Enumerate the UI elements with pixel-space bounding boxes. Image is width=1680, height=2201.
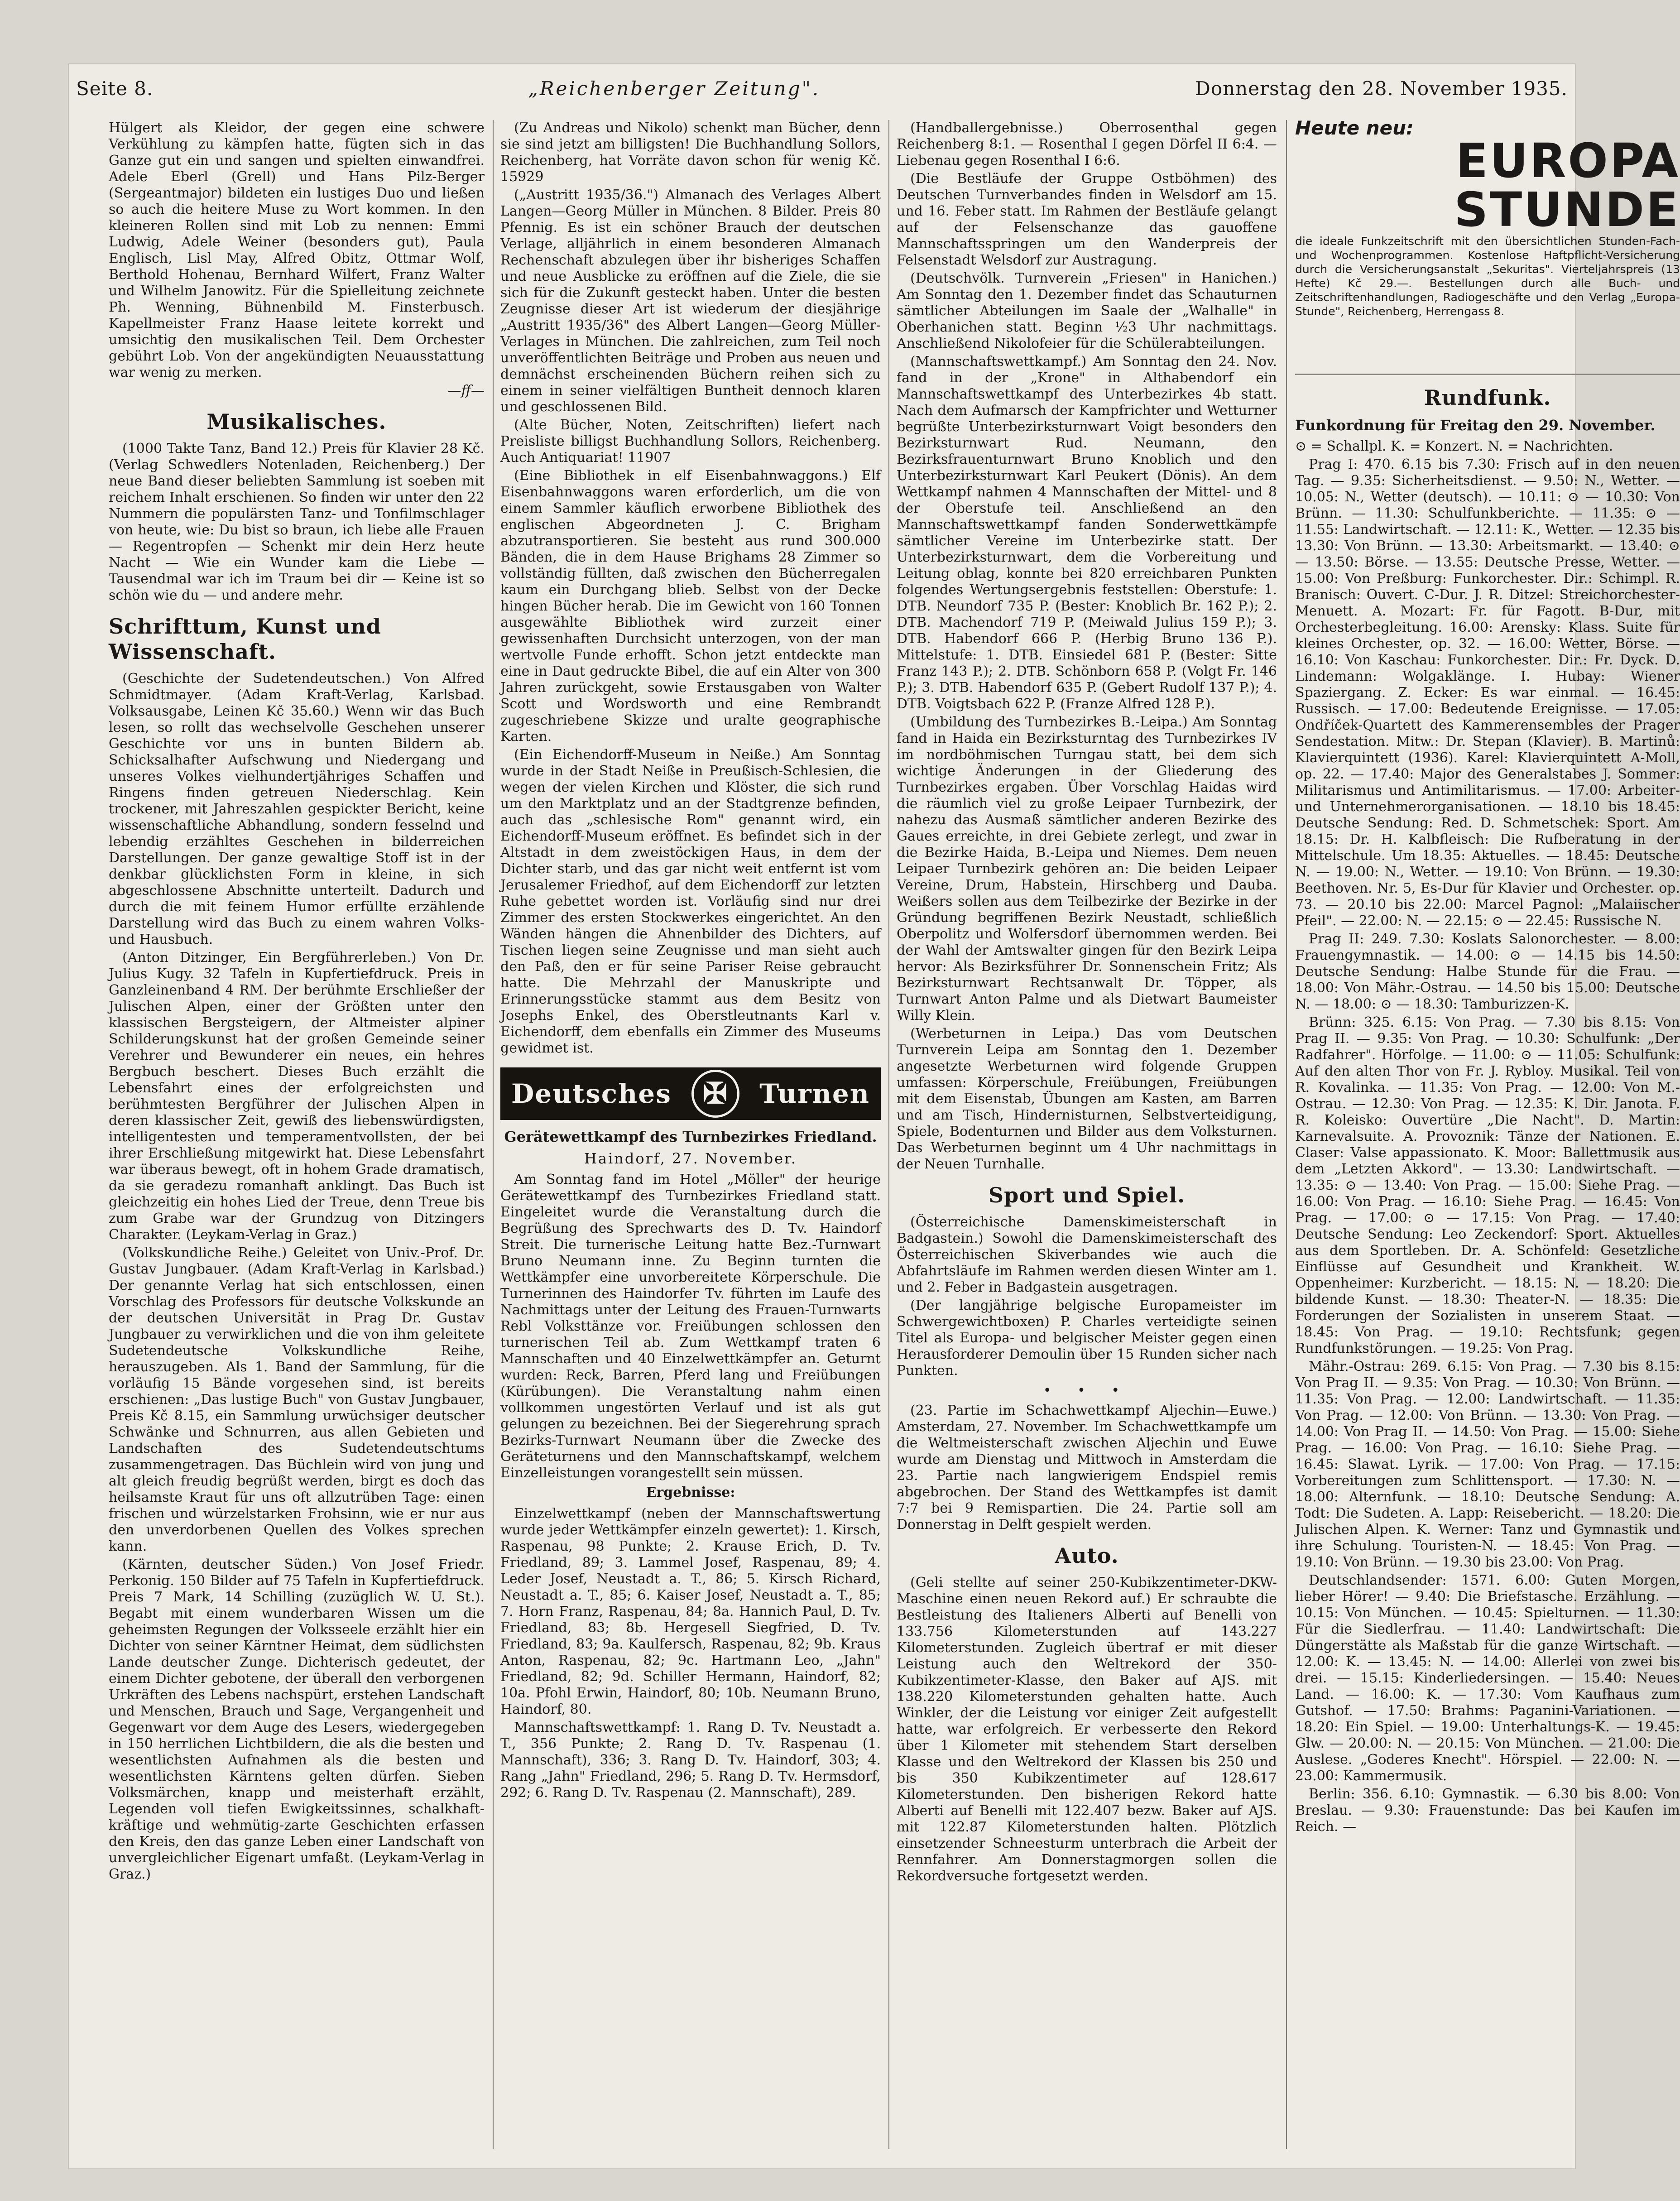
article-paragraph: (Volkskundliche Reihe.) Geleitet von Univ.-Prof. Dr. Gustav Jungbauer. (Adam Kraft-Verlag in Karlsbad.) Der genannte Verlag hat sich entschlossen, einen Vorschlag des Professors für deutsche Volkskunde an der deutschen Universität in Prag Dr. Gustav Jungbauer zu verwirklichen und die von ihm geleitete Sudetendeutsche Volkskundliche Reihe, herauszugeben. Als 1. Band der Sammlung, für die vorläufig 15 Bände vorgesehen sind, ist bereits erschienen: „Das lustige Buch" von Gustav Jungbauer, Preis Kč 8.15, ein Sammlung urwüchsiger deutscher Schwänke und Schnurren, aus allen Gebieten und Landschaften des Sudetendeutschtums zusammengetragen. Das Büchlein wird von jung und alt gleich freudig begrüßt werden, birgt es doch das heilsamste Kraut für uns oft allzutrüben Tage: einen frischen und würzelstarken Frohsinn, wie er nur aus den unverdorbenen Quellen des Volkes sprechen kann. bbox=[109, 1245, 485, 1554]
banner-left-text: Deutsches bbox=[511, 1078, 672, 1109]
article-paragraph: (Kärnten, deutscher Süden.) Von Josef Friedr. Perkonig. 150 Bilder auf 75 Tafeln in Kupfertiefdruck. Preis 7 Mark, 14 Schilling (zuzüglich W. U. St.). Begabt mit einem wunderbaren Wissen um die geheimsten Regungen der Volksseele erzählt hier ein Dichter von seiner Kärntner Heimat, dem südlichsten Lande deutscher Zunge. Dichterisch gedeutet, der einem Dichter gebotene, der überall den verborgenen Urkräften des Lebens nachspürt, erstehen Landschaft und Menschen, Brauch und Sage, Vergangenheit und Gegenwart vor dem Auge des Lesers, wiedergegeben in 150 herrlichen Lichtbildern, die als die besten und wesentlichsten Aufnahmen als die besten und wesentlichsten Kärntens gelten dürfen. Sieben Volksmärchen, knapp und meisterhaft erzählt, Legenden voll tiefen Ewigkeitssinnes, schalkhaft-kräftige und wehmütig-zarte Geschichten erfassen den Kreis, den das ganze Leben einer Landschaft von unvergleichlicher Eigenart umfaßt. (Leykam-Verlag in Graz.) bbox=[109, 1557, 485, 1882]
results-paragraph: Einzelwettkampf (neben der Mannschaftswertung wurde jeder Wettkämpfer einzeln gewertet): 1. Kirsch, Raspenau, 98 Punkte; 2. Krause Erich, D. Tv. Friedland, 89; 3. Lammel Josef, Raspenau, 89; 4. Leder Josef, Neustadt a. T., 86; 5. Kirsch Richard, Neustadt a. T., 85; 6. Kaiser Josef, Neustadt a. T., 85; 7. Horn Franz, Raspenau, 84; 8a. Hannich Paul, D. Tv. Friedland, 83; 8b. Hergesell Siegfried, D. Tv. Friedland, 83; 9a. Kaulfersch, Raspenau, 82; 9b. Kraus Anton, Raspenau, 82; 9c. Hartmann Leo, „Jahn" Friedland, 82; 9d. Schiller Hermann, Haindorf, 82; 10a. Pfohl Erwin, Haindorf, 80; 10b. Neumann Bruno, Haindorf, 80. bbox=[500, 1506, 881, 1717]
ad-body: die ideale Funkzeitschrift mit den übersichtlichen Stunden-Fach- und Wochenprogrammen. Kostenlose Haftpflicht-Versicherung durch die Versicherungsanstalt „Sekuritas". Vierteljahrspreis (13 Hefte) Kč 29.—. Bestellungen durch alle Buch- und Zeitschriftenhandlungen, Radiogeschäfte und den Verlag „Europa-Stunde", Reichenberg, Herrengass 8. bbox=[1295, 235, 1680, 318]
radio-station-listing: Berlin: 356. 6.10: Gymnastik. — 6.30 bis 8.00: Von Breslau. — 9.30: Frauenstunde: Das bei Kaufen im Reich. — bbox=[1295, 1786, 1680, 1835]
radio-station-listing: Prag II: 249. 7.30: Koslats Salonorchester. — 8.00: Frauengymnastik. — 14.00: ⊙ — 14.15 bis 14.50: Deutsche Sendung: Halbe Stunde für die Frau. — 18.00: Von Mähr.-Ostrau. — 14.50 bis 15.00: Deutsche N. — 18.00: ⊙ — 18.30: Tamburizzen-K. bbox=[1295, 931, 1680, 1012]
radio-station-listing: Deutschlandsender: 1571. 6.00: Guten Morgen, lieber Hörer! — 9.40: Die Briefstasche. Erzählung. — 10.15: Von München. — 10.45: Spielturnen. — 11.30: Für die Siedlerfrau. — 11.40: Landwirtschaft: Die Düngerstätte als Maßstab für die ganze Wirtschaft. — 12.00: K. — 13.45: N. — 14.00: Allerlei von zwei bis drei. — 15.15: Kinderliedersingen. — 15.40: Neues Land. — 16.00: K. — 17.30: Vom Kaufhaus zum Gutshof. — 17.50: Brahms: Paganini-Variationen. — 18.20: Ein Spiel. — 19.00: Unterhaltungs-K. — 19.45: Glw. — 20.00: N. — 20.15: Von München. — 21.00: Die Auslese. „Goderes Knecht". Hörspiel. — 22.00: N. — 23.00: Kammermusik. bbox=[1295, 1572, 1680, 1784]
article-paragraph: (Geschichte der Sudetendeutschen.) Von Alfred Schmidtmayer. (Adam Kraft-Verlag, Karlsbad. Volksausgabe, Leinen Kč 35.60.) Wenn wir das Buch lesen, so rollt das wechselvolle Geschehen unserer Geschichte vor uns in bunten Bildern ab. Schicksalhafter Aufschwung und Niedergang und unseres Volkes vielhundertjähriges Schaffen und Ringens finden getreuen Niederschlag. Kein trockener, mit Jahreszahlen gespickter Bericht, keine wissenschaftliche Abhandlung, sondern fesselnd und lebendig erzähltes Geschehen in bilderreichen Darstellungen. Der ganze gewaltige Stoff ist in der denkbar glücklichsten Form in kleine, in sich abgeschlossene Abschnitte unterteilt. Dadurch und durch die mit feinem Humor erfüllte erzählende Darstellung wird das Buch zu einem wahren Volks- und Hausbuch. bbox=[109, 671, 485, 947]
article-paragraph: (Mannschaftswettkampf.) Am Sonntag den 24. Nov. fand in der „Krone" in Althabendorf ein Mannschaftswettkampf des Unterbezirkes 4b statt. Nach dem Aufmarsch der Kampfrichter und Wetturner begrüßte Unterbezirksturnwart Voigt besonders den Bezirksturnwart Rud. Neumann, den Bezirksfrauenturnwart Bruno Knoblich und den Unterbezirksturnwart Karl Peukert (Dönis). An dem Wettkampf nahmen 4 Mannschaften der Mittel- und 8 der Oberstufe teil. Anschließend an den Mannschaftswettkampf fanden Sonderwettkämpfe sämtlicher Vereine im Unterbezirke statt. Der Unterbezirksturnwart, dem die Vorbereitung und Leitung oblag, konnte bei 820 erreichbaren Punkten folgendes Wertungsergebnis feststellen: Oberstufe: 1. DTB. Neundorf 735 P. (Bester: Knoblich Br. 162 P.); 2. DTB. Machendorf 719 P. (Meiwald Julius 159 P.); 3. DTB. Habendorf 666 P. (Herbig Bruno 136 P.). Mittelstufe: 1. DTB. Einsiedel 681 P. (Bester: Sitte Franz 143 P.); 2. DTB. Schönborn 658 P. (Volgt Fr. 146 P.); 3. DTB. Habendorf 635 P. (Gebert Rudolf 137 P.); 4. DTB. Voigtsbach 622 P. (Franze Alfred 128 P.). bbox=[897, 354, 1277, 712]
column-2 bbox=[500, 120, 881, 2158]
article-paragraph: (Umbildung des Turnbezirkes B.-Leipa.) Am Sonntag fand in Haida ein Bezirksturntag des Turnbezirkes IV im nordböhmischen Turngau statt, bei dem sich wichtige Änderungen in der Gliederung des Turnbezirkes ergaben. Über Vorschlag Haidas wird die räumlich viel zu große Leipaer Turnbezirk, der nahezu das Ausmaß sämtlicher anderen Bezirke des Gaues erreichte, in drei Gebiete zerlegt, und zwar in die Bezirke Haida, B.-Leipa und Niemes. Dem neuen Leipaer Turnbezirk gehören an: Die beiden Leipaer Vereine, Drum, Habstein, Hirschberg und Dauba. Weißers sollen aus dem Teilbezirke der Bezirke in der Gründung begriffenen Bezirk Neustadt, schließlich Oberpolitz und Wolfersdorf übernommen werden. Bei der Wahl der Amtswalter gingen für den Bezirk Leipa hervor: Als Bezirksführer Dr. Sonnenschein Fritz; Als Bezirksturnwart Rechtsanwalt Dr. Töpper, als Turnwart Anton Palme und als Dietwart Baumeister Willy Klein. bbox=[897, 714, 1277, 1024]
banner-right-text: Turnen bbox=[759, 1078, 870, 1109]
review-signature: —ff— bbox=[447, 383, 485, 399]
column-3 bbox=[897, 120, 1277, 2158]
article-paragraph: (Zu Andreas und Nikolo) schenkt man Bücher, denn sie sind jetzt am billigsten! Die Buchhandlung Sollors, Reichenberg, hat Vorräte davon schon für wenig Kč. 15929 bbox=[500, 120, 881, 185]
europa-stunde-advertisement bbox=[1295, 117, 1680, 375]
column-rule bbox=[1286, 120, 1287, 2149]
article-paragraph: (Geli stellte auf seiner 250-Kubikzentimeter-DKW-Maschine einen neuen Rekord auf.) Er schraubte die Bestleistung des Italieners Alberti auf Benelli von 133.756 Kilometerstunden auf 143.227 Kilometerstunden. Zugleich übertraf er mit dieser Leistung auch den Weltrekord der 350-Kubikzentimeter-Klasse, den Baker auf AJS. mit 138.220 Kilometerstunden gehalten hatte. Auch Winkler, der die Leistung vor einiger Zeit aufgestellt hatte, war erfolgreich. Er verbesserte den Rekord über 1 Kilometer mit stehendem Start derselben Klasse und den Weltrekord der Klassen bis 250 und bis 350 Kubikzentimeter auf 128.617 Kilometerstunden. Den bisherigen Rekord hatte Alberti auf Benelli mit 122.407 bezw. Baker auf AJS. mit 122.87 Kilometerstunden halten. Plötzlich einsetzender Schneesturm unterbrach die Arbeit der Rennfahrer. Am Donnerstagmorgen sollen die Rekordversuche fortgesetzt werden. bbox=[897, 1575, 1277, 1884]
paper-title: „Reichenberger Zeitung". bbox=[528, 77, 821, 100]
article-paragraph: (Werbeturnen in Leipa.) Das vom Deutschen Turnverein Leipa am Sonntag den 1. Dezember angesetzte Werbeturnen wird folgende Gruppen umfassen: Körperschule, Freiübungen, Freiübungen mit dem Eisenstab, Übungen am Kasten, am Barren und am Tisch, Hindernisturnen, Selbstverteidigung, Spiele, Bodenturnen und Bilder aus dem Volksturnen. Das Werbeturnen beginnt um 4 Uhr nachmittags in der Neuen Turnhalle. bbox=[897, 1026, 1277, 1172]
radio-station-listing: Mähr.-Ostrau: 269. 6.15: Von Prag. — 7.30 bis 8.15: Von Prag II. — 9.35: Von Prag. — 10.30: Von Brünn. — 11.35: Von Prag. — 12.00: Landwirtschaft. — 11.35: Von Prag. — 12.00: Von Brünn. — 13.30: Von Prag. — 14.00: Von Prag II. — 14.50: Von Prag. — 15.00: Siehe Prag. — 16.00: Von Prag. — 16.10: Siehe Prag. — 16.45: Slawat. Lyrik. — 17.00: Von Prag. — 17.15: Vorbereitungen zum Schlittensport. — 17.30: N. — 18.00: Alternfunk. — 18.10: Deutsche Sendung: A. Todt: Die Sudeten. A. Lapp: Reisebericht. — 18.20: Die Julischen Alpen. K. Werner: Tanz und Gymnastik und ihre Schulung. Touristen-N. — 18.45: Von Prag. — 19.10: Von Brünn. — 19.30 bis 23.00: Von Prag. bbox=[1295, 1359, 1680, 1570]
article-paragraph: (Deutschvölk. Turnverein „Friesen" in Hanichen.) Am Sonntag den 1. Dezember findet das Schauturnen sämtlicher Abteilungen im Saale der „Walhalle" in Oberhanichen statt. Beginn ½3 Uhr nachmittags. Anschließend Nikolofeier für die Schülerabteilungen. bbox=[897, 270, 1277, 351]
article-paragraph: („Austritt 1935/36.") Almanach des Verlages Albert Langen—Georg Müller in München. 8 Bilder. Preis 80 Pfennig. Es ist ein schöner Brauch der deutschen Verlage, alljährlich in einem besonderen Almanach Rechenschaft abzulegen über ihr bisheriges Schaffen und neue Ausblicke zu eröffnen auf die Ziele, die sie sich für die Zukunft gesteckt haben. Unter die besten Zeugnisse dieser Art ist wiederum der diesjährige „Austritt 1935/36" des Albert Langen—Georg Müller-Verlages in München. Die zahlreichen, zum Teil noch unveröffentlichten Beiträge und Proben aus neuen und demnächst erscheinenden Büchern reihen sich zu einem in seiner vielfältigen Buntheit dennoch klaren und geschlossenen Bild. bbox=[500, 187, 881, 415]
radio-legend: ⊙ = Schallpl. K. = Konzert. N. = Nachrichten. bbox=[1295, 438, 1613, 454]
dateline: Haindorf, 27. November. bbox=[584, 1150, 797, 1167]
results-label: Ergebnisse: bbox=[646, 1485, 735, 1500]
column-1 bbox=[109, 120, 485, 2158]
page-number: Seite 8. bbox=[76, 77, 154, 100]
article-paragraph: (Handballergebnisse.) Oberrosenthal gegen Reichenberg 8:1. — Rosenthal I gegen Dörfel II 6:4. — Liebenau gegen Rosenthal I 6:6. bbox=[897, 120, 1277, 168]
article-paragraph: (Der langjährige belgische Europameister im Schwergewichtboxen) P. Charles verteidigte seinen Titel als Europa- und belgischer Meister gegen einen Herausforderer Demoulin über 15 Runden sicher nach Punkten. bbox=[897, 1298, 1277, 1379]
article-paragraph: (Ein Eichendorff-Museum in Neiße.) Am Sonntag wurde in der Stadt Neiße in Preußisch-Schlesien, die wegen der vielen Kirchen und Klöster, die sich rund um den Marktplatz und an der Stadtgrenze befinden, auch das „schlesische Rom" genannt wird, ein Eichendorff-Museum eröffnet. Es befindet sich in der Altstadt in dem zweistöckigen Haus, in dem der Dichter starb, und das gar nicht weit entfernt ist vom Jerusalemer Friedhof, auf dem Eichendorff zur letzten Ruhe gebettet worden ist. Vorläufig sind nur drei Zimmer des ersten Stockwerkes eingerichtet. An den Wänden hängen die Ahnenbilder des Dichters, auf Tischen liegen seine Zeugnisse und man sieht auch den Paß, den er für seine Pariser Reise gebraucht hatte. Die Mehrzahl der Manuskripte und Erinnerungsstücke stammt aus dem Besitz von Josephs Enkel, des Oberstleutnants Karl v. Eichendorff, dem ebenfalls ein Zimmer des Museums gewidmet ist. bbox=[500, 747, 881, 1056]
article-headline: Gerätewettkampf des Turnbezirkes Friedland. bbox=[504, 1128, 877, 1145]
radio-station-listing: Brünn: 325. 6.15: Von Prag. — 7.30 bis 8.15: Von Prag II. — 9.35: Von Prag. — 10.30: Schulfunk: „Der Radfahrer". Hörfolge. — 11.00: ⊙ — 11.05: Schulfunk: Auf den alten Thor von Fr. J. Rybloy. Musikal. Teil von R. Kovalinka. — 11.35: Von Prag. — 12.00: Von M.-Ostrau. — 12.30: Von Prag. — 12.35: K. Dir. Janota. F. R. Koleisko: Ouvertüre „Die Nacht". D. Martin: Karnevalsuite. A. Provoznik: Tänze der Nationen. E. Claser: Valse appassionato. K. Moor: Ballettmusik aus dem „Letzten Akkord". — 13.30: Landwirtschaft. — 13.35: ⊙ — 13.40: Von Prag. — 15.00: Siehe Prag. — 16.00: Von Prag. — 16.10: Siehe Prag. — 16.45: Von Prag. — 17.00: ⊙ — 17.15: Von Prag. — 17.40: Deutsche Sendung: Leo Zeckendorf: Sport. Aktuelles aus dem Sportleben. Dr. A. Schönfeld: Gesetzliche Einflüsse auf Gesundheit und Krankheit. W. Oppenheimer: Kurzbericht. — 18.15: N. — 18.20: Die bildende Kunst. — 18.30: Theater-N. — 18.35: Die Forderungen der Sozialisten in unserem Staat. — 18.45: Von Prag. — 19.10: Rechtsfunk; gegen Rundfunkstörungen. — 19.25: Von Prag. bbox=[1295, 1014, 1680, 1356]
article-paragraph: (Anton Ditzinger, Ein Bergführerleben.) Von Dr. Julius Kugy. 32 Tafeln in Kupfertiefdruck. Preis in Ganzleinenband 4 RM. Der berühmte Erschließer der Julischen Alpen, einer der Größten unter den klassischen Bergsteigern, der Altmeister alpiner Schilderungskunst hat der großen Gemeinde seiner Verehrer und Bewunderer ein neues, ein hehres Bergbuch beschert. Dieses Buch erzählt die Lebensfahrt eines der erfolgreichsten und berühmtesten Bergführer der Julischen Alpen in deren klassischer Zeit, gewiß des liebenswürdigsten, intelligentesten und temperamentvollsten, der bei ihrer Erschließung mitgewirkt hat. Diese Lebensfahrt war überaus bewegt, oft in hohem Grade dramatisch, da sie geradezu romanhaft anklingt. Das Buch ist gleichzeitig ein hohes Lied der Treue, denn Treue bis zum Grabe war der Grundzug von Ditzingers Charakter. (Leykam-Verlag in Graz.) bbox=[109, 950, 485, 1243]
newspaper-page bbox=[68, 63, 1680, 2169]
article-paragraph: (23. Partie im Schachwettkampf Aljechin—Euwe.) Amsterdam, 27. November. Im Schachwettkampfe um die Weltmeisterschaft zwischen Aljechin und Euwe wurde am Dienstag und Mittwoch in Amsterdam die 23. Partie nach langwierigem Endspiel remis abgebrochen. Der Stand des Wettkampfes ist damit 7:7 bei 9 Remispartien. Die 24. Partie soll am Donnerstag in Delft gespielt werden. bbox=[897, 1403, 1277, 1533]
section-heading-sport: Sport und Spiel. bbox=[988, 1183, 1186, 1207]
page-header bbox=[68, 63, 1576, 113]
radio-subheading: Funkordnung für Freitag den 29. November. bbox=[1295, 417, 1656, 434]
article-paragraph: (Österreichische Damenskimeisterschaft in Badgastein.) Sowohl die Damenskimeisterschaft des Österreichischen Skiverbandes wie auch die Abfahrtsläufe im Rahmen werden diesen Winter am 1. und 2. Feber in Badgastein ausgetragen. bbox=[897, 1214, 1277, 1295]
ad-title-line-2: STUNDE bbox=[1454, 182, 1680, 237]
column-4 bbox=[1295, 117, 1680, 2158]
radio-station-listing: Prag I: 470. 6.15 bis 7.30: Frisch auf in den neuen Tag. — 9.35: Sicherheitsdienst. — 9.50: N., Wetter. — 10.05: N., Wetter (deutsch). — 10.11: ⊙ — 10.30: Von Brünn. — 11.30: Schulfunkberichte. — 11.35: ⊙ — 11.55: Landwirtschaft. — 12.11: K., Wetter. — 12.35 bis 13.30: Von Brünn. — 13.30: Arbeitsmarkt. — 13.40: ⊙ — 13.50: Börse. — 13.55: Deutsche Presse, Wetter. — 15.00: Von Preßburg: Funkorchester. Dir.: Schimpl. R. Branisch: Ouvert. C-Dur. J. R. Ditzel: Streichorchester-Menuett. A. Mozart: Fr. für Fagott. B-Dur, mit Orchesterbegleitung. 16.00: Arensky: Klass. Suite für kleines Orchester, op. 32. — 16.00: Wetter, Börse. — 16.10: Von Kaschau: Funkorchester. Dir.: Fr. Dyck. D. Lindemann: Wolgaklänge. I. Hubay: Wiener Spaziergang. Z. Ecker: Es war einmal. — 16.45: Russisch. — 17.00: Bedeutende Ereignisse. — 17.05: Ondříček-Quartett des Kammerensembles der Prager Sendestation. Mitw.: Dr. Stepan (Klavier). B. Martinů: Klavierquintett (1936). Karel: Klavierquintett A-Moll, op. 22. — 17.40: Major des Generalstabes J. Sommer: Militarismus und Antimilitarismus. — 17.00: Arbeiter- und Unternehmerorganisationen. — 18.10 bis 18.45: Deutsche Sendung: Red. D. Schmetschek: Sport. Am 18.15: Dr. H. Kalbfleisch: Die Rufberatung in der Mittelschule. Um 18.35: Aktuelles. — 18.45: Deutsche N. — 19.00: N., Wetter. — 19.10: Von Brünn. — 19.30: Beethoven. Nr. 5, Es-Dur für Klavier und Orchester. op. 73. — 20.10 bis 22.00: Marcel Pagnol: „Malaiischer Pfeil". — 22.00: N. — 22.15: ⊙ — 22.45: Russische N. bbox=[1295, 457, 1680, 929]
results-paragraph: Mannschaftswettkampf: 1. Rang D. Tv. Neustadt a. T., 356 Punkte; 2. Rang D. Tv. Raspenau (1. Mannschaft), 336; 3. Rang D. Tv. Haindorf, 303; 4. Rang „Jahn" Friedland, 296; 5. Rang D. Tv. Hermsdorf, 292; 6. Rang D. Tv. Raspenau (2. Mannschaft), 289. bbox=[500, 1720, 881, 1801]
section-heading-auto: Auto. bbox=[1055, 1543, 1119, 1568]
article-paragraph: Am Sonntag fand im Hotel „Möller" der heurige Gerätewettkampf des Turnbezirkes Friedland statt. Eingeleitet wurde die Veranstaltung durch die Begrüßung des Sprechwarts des D. Tv. Haindorf Streit. Die turnerische Leitung hatte Bez.-Turnwart Bruno Neumann inne. Zu Beginn turnten die Wettkämpfer eine unvorbereitete Körperschule. Die Turnerinnen des Haindorfer Tv. führten im Laufe des Nachmittags unter der Leitung des Frauen-Turnwarts Rebl Volksttänze vor. Freiübungen schlossen den turnerischen Teil ab. Zum Wettkampf traten 6 Mannschaften und 40 Einzelwettkämpfer an. Geturnt wurden: Reck, Barren, Pferd lang und Freiübungen (Kürübungen). Die Veranstaltung nahm einen vollkommen ungestörten Verlauf und ist als gut gelungen zu bezeichnen. Bei der Siegerehrung sprach Bezirks-Turnwart Neumann über die Zwecke des Geräteturnens und den Mannschaftskampf, welchem Einzelleistungen vorangestellt sein müssen. bbox=[500, 1172, 881, 1481]
column-rule bbox=[888, 120, 889, 2149]
article-paragraph: (Alte Bücher, Noten, Zeitschriften) liefert nach Preisliste billigst Buchhandlung Sollors, Reichenberg. Auch Antiquariat! 11907 bbox=[500, 417, 881, 466]
issue-date: Donnerstag den 28. November 1935. bbox=[1195, 77, 1568, 100]
section-heading-music: Musikalisches. bbox=[206, 409, 387, 434]
article-paragraph: (Die Bestläufe der Gruppe Ostböhmen) des Deutschen Turnverbandes finden in Welsdorf am 15. und 16. Feber statt. Im Rahmen der Bestläufe gelangt auf der Felsenschanze das gauoffene Mannschaftsspringen um den Wanderpreis der Felsenstadt Welsdorf zur Austragung. bbox=[897, 171, 1277, 268]
section-banner-turnen bbox=[500, 1067, 881, 1120]
article-paragraph: (1000 Takte Tanz, Band 12.) Preis für Klavier 28 Kč. (Verlag Schwedlers Notenladen, Reichenberg.) Der neue Band dieser beliebten Sammlung ist soeben mit reichem Inhalt erschienen. So finden wir unter den 22 Nummern die populärsten Tanz- und Tonfilmschlager von heute, wie: Du bist so braun, ich liebe alle Frauen — Regentropfen — Schenkt mir dein Herz heute Nacht — Wie ein Wunder kam die Liebe — Tausendmal war ich im Traum bei dir — Keine ist so schön wie du — und andere mehr. bbox=[109, 441, 485, 603]
section-heading-literature: Schrifttum, Kunst und Wissenschaft. bbox=[109, 614, 381, 664]
turner-cross-icon: ✠ bbox=[691, 1070, 739, 1118]
section-heading-radio: Rundfunk. bbox=[1424, 385, 1551, 410]
ad-kicker: Heute neu: bbox=[1295, 117, 1414, 139]
section-divider-stars: • • • bbox=[1043, 1383, 1131, 1398]
ad-title-line-1: EUROPA bbox=[1455, 133, 1680, 188]
theater-review: Hülgert als Kleidor, der gegen eine schwere Verkühlung zu kämpfen hatte, fügten sich in das Ganze gut ein und sangen und spielten einwandfrei. Adele Eberl (Grell) und Hans Pilz-Berger (Sergeantmajor) bildeten ein lustiges Duo und ließen so auch die heitere Muse zu Wort kommen. In den kleineren Rollen sind mit Lob zu nennen: Emmi Ludwig, Adele Weiner (besonders gut), Paula Englisch, Lisl May, Alfred Obitz, Ottmar Wolf, Berthold Hohenau, Bernhard Wilfert, Franz Walter und Wilhelm Janowitz. Für die Spielleitung zeichnete Ph. Wenning, Bühnenbild M. Finsterbusch. Kapellmeister Franz Haase leitete korrekt und umsichtig den musikalischen Teil. Dem Orchester gebührt Lob. Von der angekündigten Neuausstattung war wenig zu merken. bbox=[109, 120, 485, 380]
article-paragraph: (Eine Bibliothek in elf Eisenbahnwaggons.) Elf Eisenbahnwaggons waren erforderlich, um die von einem Sammler käuflich erworbene Bibliothek des englischen Abgeordneten J. C. Brigham abzutransportieren. Sie besteht aus rund 300.000 Bänden, die in dem Hause Brighams 28 Zimmer so vollständig füllten, daß zwischen den Bücherregalen kaum ein Durchgang blieb. Selbst von der Decke hingen Bücher herab. Die im Gewicht von 160 Tonnen ausgewählte Bibliothek wird zurzeit einer gewissenhaften Durchsicht unterzogen, von der man wertvolle Funde erhofft. Schon jetzt entdeckte man eine in Daut gedruckte Bibel, die auf ein Alter von 300 Jahren zurückgeht, sowie Erstausgaben von Walter Scott und Wordsworth und eine Rembrandt zugeschriebene Skizze und uralte geographische Karten. bbox=[500, 468, 881, 745]
column-rule bbox=[493, 120, 494, 2149]
